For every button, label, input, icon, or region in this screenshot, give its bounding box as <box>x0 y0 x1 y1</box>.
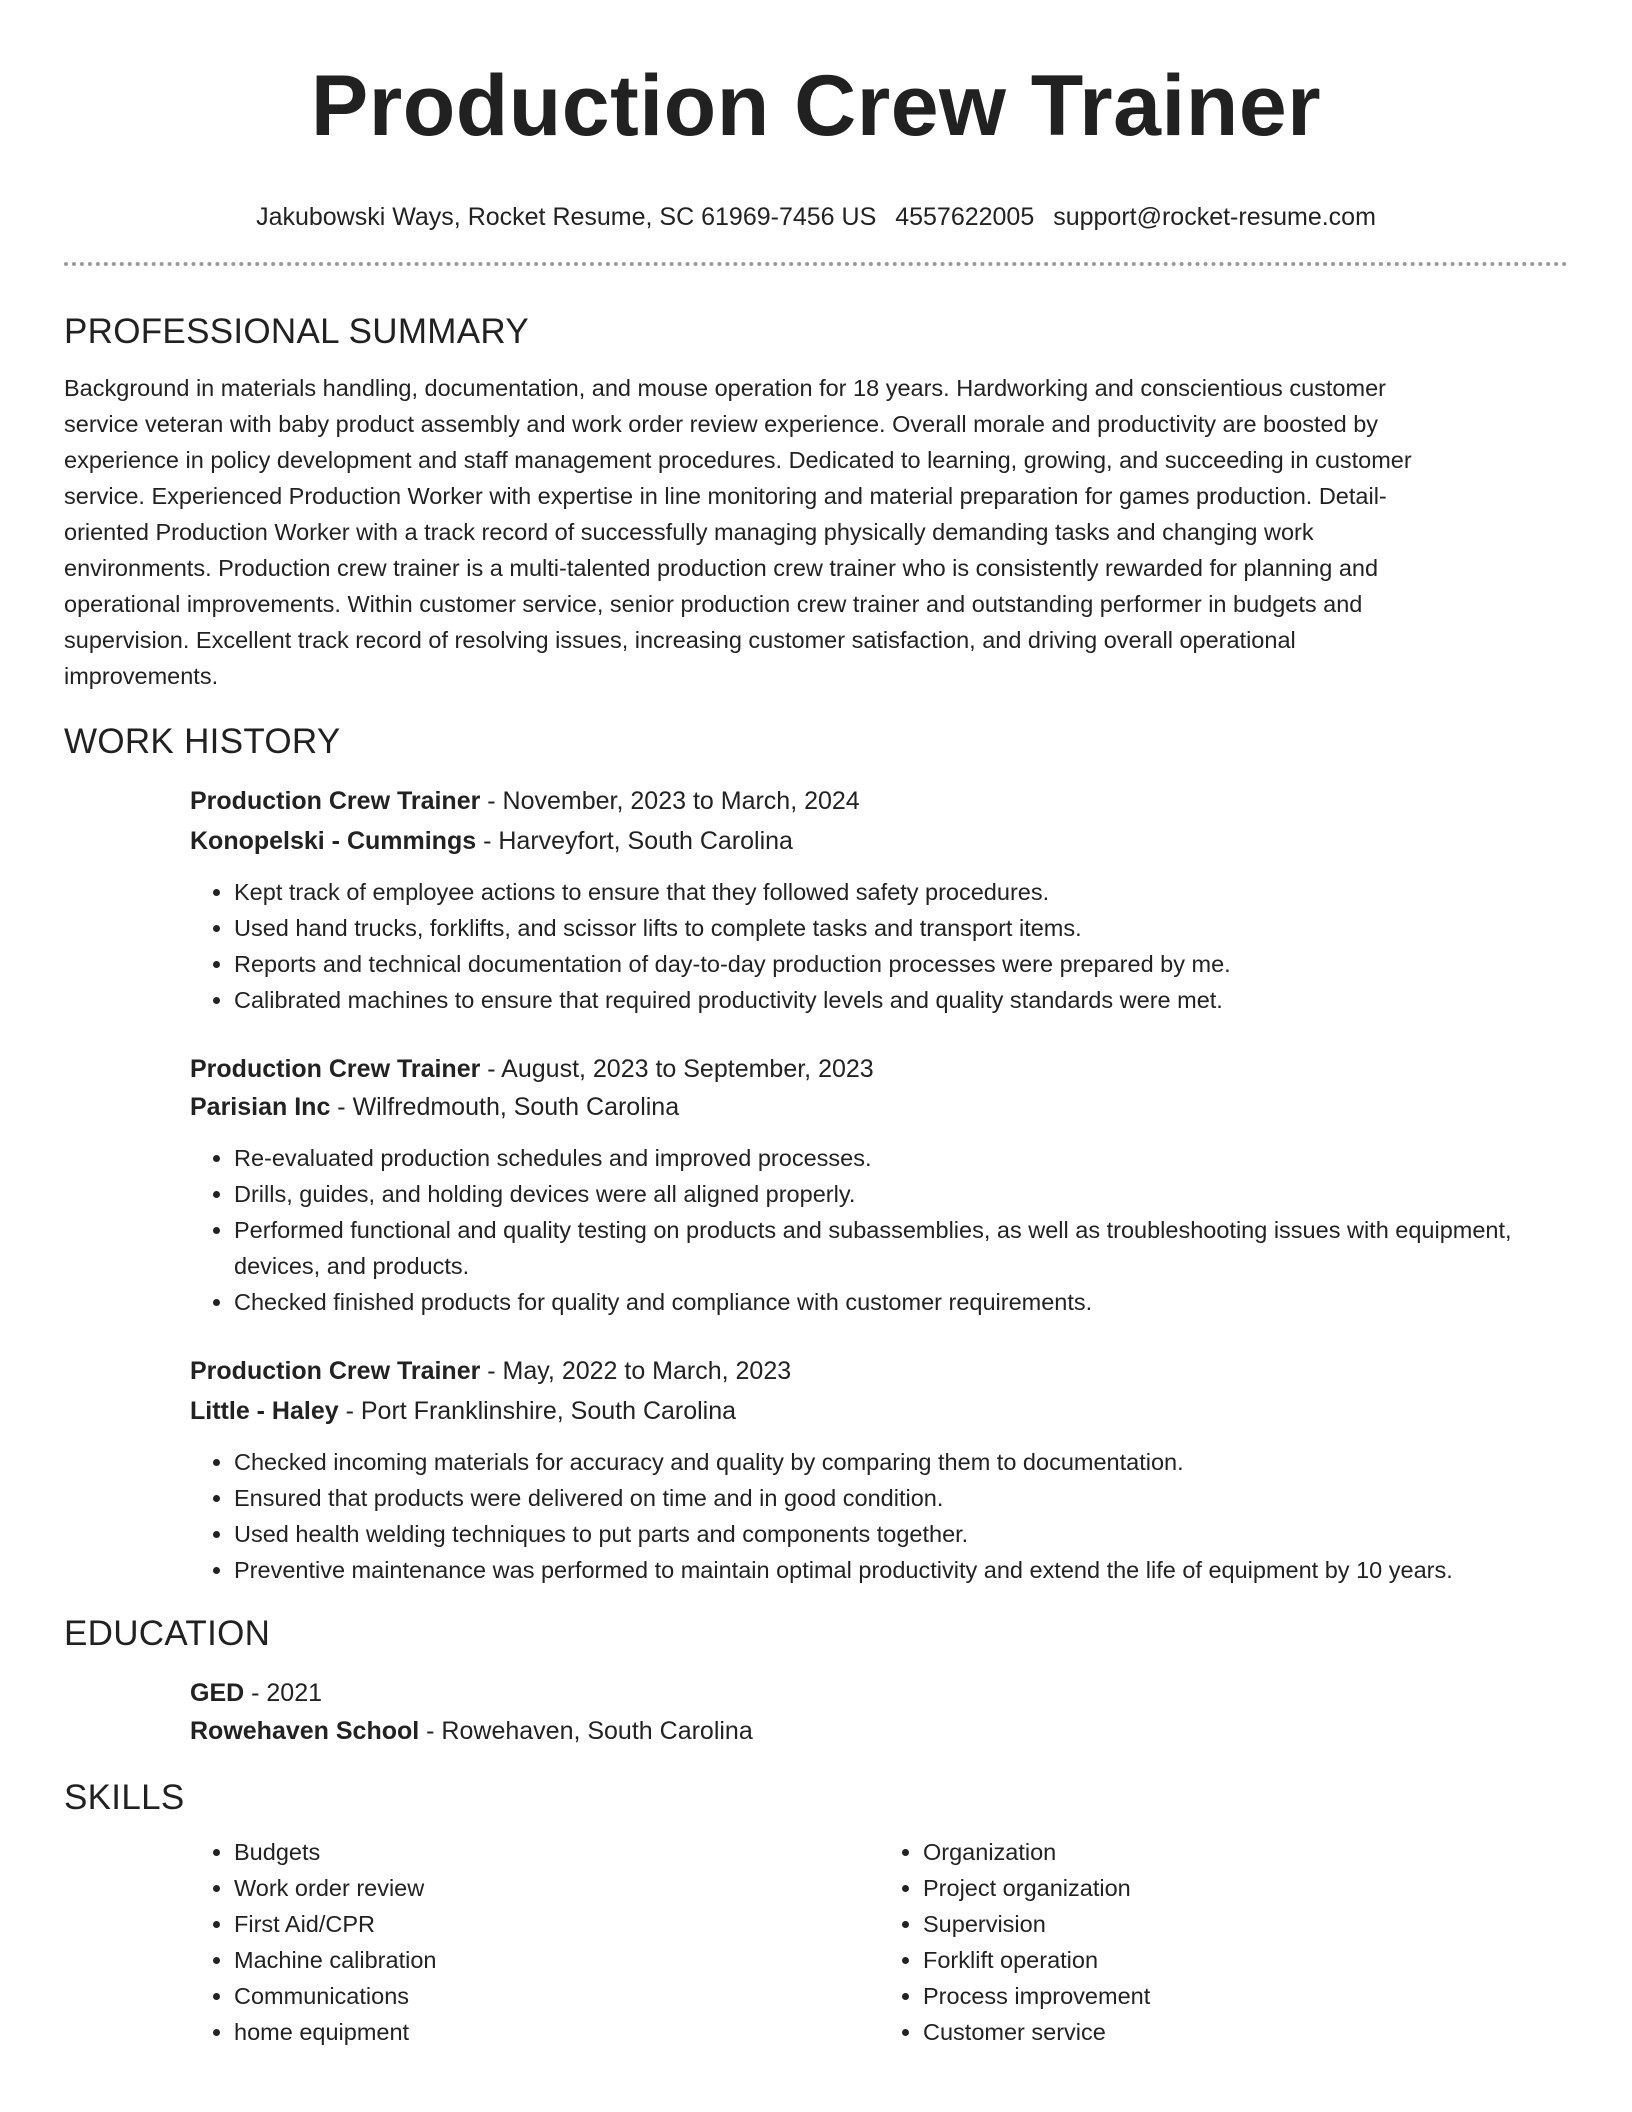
education-section <box>64 1614 1568 1750</box>
work-history-heading: WORK HISTORY <box>64 722 341 761</box>
job-company: Konopelski - Cummings <box>190 827 477 855</box>
job-entry <box>190 1352 1568 1588</box>
resume-page <box>64 0 1568 2050</box>
skill-item: • Project organization <box>923 1870 1568 1906</box>
job-bullet: • Checked finished products for quality and compliance with customer requirements. <box>234 1284 1568 1320</box>
skill-item: • Supervision <box>923 1906 1568 1942</box>
job-bullet: • Calibrated machines to ensure that required productivity levels and quality standards were met. <box>234 982 1568 1018</box>
contact-address: Jakubowski Ways, Rocket Resume, SC 61969-7456 US <box>256 203 877 231</box>
header-divider <box>64 262 1568 266</box>
skill-item: • Organization <box>923 1834 1568 1870</box>
job-dates: - August, 2023 to September, 2023 <box>480 1055 874 1083</box>
education-entry <box>190 1674 1568 1750</box>
degree-year: - 2021 <box>244 1679 323 1707</box>
skill-item: • Work order review <box>234 1870 879 1906</box>
summary-text: Background in materials handling, documentation, and mouse operation for 18 years. Hardworking and conscientious customer service veteran with baby product assembly and work order review experience. Overall morale and productivity are boosted by experience in policy development and staff management procedures. Dedicated to learning, growing, and succeeding in customer service. Experienced Production Worker with expertise in line monitoring and material preparation for games production. Detail-oriented Production Worker with a track record of successfully managing physically demanding tasks and changing work environments. Production crew trainer is a multi-talented production crew trainer who is consistently rewarded for planning and operational improvements. Within customer service, senior production crew trainer and outstanding performer in budgets and supervision. Excellent track record of resolving issues, increasing customer satisfaction, and driving overall operational improvements. <box>64 375 1412 689</box>
job-role: Production Crew Trainer <box>190 1055 481 1083</box>
job-bullets <box>190 1444 1568 1588</box>
job-bullet: • Performed functional and quality testing on products and subassemblies, as well as troubleshooting issues with equipment, devices, and products. <box>234 1212 1568 1284</box>
job-bullet: • Used hand trucks, forklifts, and scissor lifts to complete tasks and transport items. <box>234 910 1568 946</box>
skill-item: • First Aid/CPR <box>234 1906 879 1942</box>
skill-item: • Communications <box>234 1978 879 2014</box>
job-title-line <box>190 782 1568 820</box>
job-role: Production Crew Trainer <box>190 787 481 815</box>
job-location: - Wilfredmouth, South Carolina <box>330 1093 680 1121</box>
skill-item: • Machine calibration <box>234 1942 879 1978</box>
school-location: - Rowehaven, South Carolina <box>419 1717 753 1745</box>
skills-left-column <box>190 1834 879 2050</box>
contact-email: support@rocket-resume.com <box>1053 203 1376 231</box>
school-line <box>190 1712 1568 1750</box>
skills-right-column <box>879 1834 1568 2050</box>
skill-item: • Customer service <box>923 2014 1568 2050</box>
job-bullet: • Checked incoming materials for accuracy and quality by comparing them to documentation. <box>234 1444 1568 1480</box>
contact-line <box>64 202 1568 232</box>
job-bullet: • Drills, guides, and holding devices were all aligned properly. <box>234 1176 1568 1212</box>
school-name: Rowehaven School <box>190 1717 420 1745</box>
skills-columns <box>190 1834 1568 2050</box>
skill-item: • Budgets <box>234 1834 879 1870</box>
job-dates: - May, 2022 to March, 2023 <box>480 1357 792 1385</box>
job-company-line <box>190 822 1568 860</box>
job-bullet: • Used health welding techniques to put parts and components together. <box>234 1516 1568 1552</box>
job-bullets <box>190 874 1568 1018</box>
work-history-section <box>64 722 1568 1588</box>
contact-phone: 4557622005 <box>895 203 1035 231</box>
job-bullet: • Kept track of employee actions to ensure that they followed safety procedures. <box>234 874 1568 910</box>
degree: GED <box>190 1679 245 1707</box>
job-bullet: • Reports and technical documentation of day-to-day production processes were prepared by me. <box>234 946 1568 982</box>
job-dates: - November, 2023 to March, 2024 <box>480 787 860 815</box>
summary-section <box>64 312 1568 694</box>
job-location: - Port Franklinshire, South Carolina <box>338 1397 737 1425</box>
job-company-line <box>190 1088 1568 1126</box>
candidate-name: Production Crew Trainer <box>310 58 1322 154</box>
job-title-line <box>190 1352 1568 1390</box>
skill-item: • home equipment <box>234 2014 879 2050</box>
job-title-line <box>190 1050 1568 1088</box>
skills-heading: SKILLS <box>64 1778 185 1817</box>
job-role: Production Crew Trainer <box>190 1357 481 1385</box>
job-company-line <box>190 1392 1568 1430</box>
job-bullet: • Ensured that products were delivered on time and in good condition. <box>234 1480 1568 1516</box>
job-bullet: • Re-evaluated production schedules and improved processes. <box>234 1140 1568 1176</box>
job-company: Parisian Inc <box>190 1093 331 1121</box>
job-entry <box>190 1050 1568 1320</box>
degree-line <box>190 1674 1568 1712</box>
summary-heading: PROFESSIONAL SUMMARY <box>64 312 529 351</box>
job-bullet: • Preventive maintenance was performed to maintain optimal productivity and extend the life of equipment by 10 years. <box>234 1552 1568 1588</box>
job-company: Little - Haley <box>190 1397 339 1425</box>
skills-section <box>64 1778 1568 2050</box>
education-heading: EDUCATION <box>64 1614 271 1653</box>
skill-item: • Forklift operation <box>923 1942 1568 1978</box>
job-location: - Harveyfort, South Carolina <box>476 827 793 855</box>
job-bullets <box>190 1140 1568 1320</box>
job-entry <box>190 782 1568 1018</box>
skill-item: • Process improvement <box>923 1978 1568 2014</box>
